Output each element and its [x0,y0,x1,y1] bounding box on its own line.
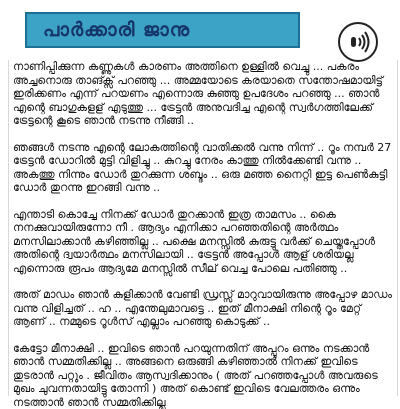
page-title: പാർക്കാരി ജാനു [43,19,190,41]
podcast-mic-icon [345,29,371,55]
title-banner [25,12,300,48]
story-paragraph: അത് മാഡം ഞാൻ കുളിക്കാൻ വേണ്ടി ഡ്രസ്സ് മാറുവായിരുന്നു അപ്പോഴ മാഡം വന്നു വിളിച്ചത് .. ഹ .. എന്തേലുമാവട്ടെ .. ഇത് മീനാക്ഷി നിന്റെ റൂം മേറ്റ് ആണ് .. നമ്മുടെ റൂൾസ് എല്ലാം പറഞ്ഞു കൊടുക്ക് .. [9,288,397,329]
story-paragraph: നാണിപ്പിക്കുന്ന കണ്ണുകൾ കാരണം അത്തിനെ ഉള്ളിൽ വെച്ചു ... പകരം അച്ചനൊരു താങ്ക്സ് പറഞ്ഞു ... അമ്മയോടെ കരയാതെ സന്തോഷമായിട്ട് ഇരിക്കണം എന്ന് പറയണം എന്നൊരു കുഞ്ഞു ഉപദേശം പറഞ്ഞു ... ഞാൻ എന്റെ ബാഗുകളള് എടുത്തു ... ട്രേട്ടൻ അനുവദിച്ച എന്റെ സ്വർഗത്തിലേക്ക് ട്രേട്ടന്റെ കൂടെ ഞാൻ നടന്നു നീങ്ങി .. [9,60,397,128]
podcast-button[interactable] [338,22,378,62]
story-paragraph: കേട്ടോ മീനാക്ഷി .. ഇവിടെ ഞാൻ പറയുന്നതിന് അപ്പുറം ഒന്നും നടക്കാൻ ഞാൻ സമ്മതിക്കില്ല .. അങ്ങനെ ഒരുങ്ങി കഴിഞ്ഞാൽ നിനക്ക് ഇവിടെ തുടരാൻ പറ്റും . ജീവിതം ആസ്വദിക്കാനും ( അത് പറഞ്ഞപ്പോൾ അവരുടെ മുഖം ചുവന്നതായിട്ടു തോന്നി ) അത് കൊണ്ട് ഇവിടെ വേലത്തരം ഒന്നും നടത്താൻ ഞാൻ സമ്മതിക്കില്ല [9,342,397,409]
header [0,0,400,58]
story-paragraph: ഞങ്ങൾ നടന്നു എന്റെ ലോകത്തിന്റെ വാതിക്കൽ വന്നു നിന്ന് .. റൂം നമ്പർ 27 ട്രേട്ടൻ ഡോറിൽ മുട്ടി വിളിച്ചു .. കുറച്ചു നേരം കാത്തു നിൽക്കേണ്ടി വന്നു .. അകത്തു നിന്നും ഡോർ തുറക്കുന്ന ശബ്ദം .. ഒരു മഞ്ഞ നൈറ്റി ഇട്ട പെൺകുട്ടി ഡോർ തുറന്നു ഇറങ്ങി വന്നു .. [9,141,397,195]
story-paragraph: എന്താടി കൊച്ചേ നിനക്ക് ഡോർ തുറക്കാൻ ഇത്ര താമസം .. കൈ നനക്കുവായിരുന്നോ നീ . ആദ്യം എനിക്കാ പറഞ്ഞതിന്റെ അർത്ഥം മനസിലാക്കാൻ കഴിഞ്ഞില്ല .. പക്ഷെ മനസ്സിൽ കുരുട്ടു വർക്ക് ചെയ്തപ്പോൾ അതിന്റെ ദ്വയാർത്ഥം മനസിലായി .. ട്രേട്ടൻ അപ്പോൾ ആള് ശരിയല്ല എന്നൊരു രൂപം ആദ്യമേ മനസ്സിൽ സീല് വെച്ച പോലെ പതിഞ്ഞു .. [9,208,397,276]
story-text [8,60,398,396]
